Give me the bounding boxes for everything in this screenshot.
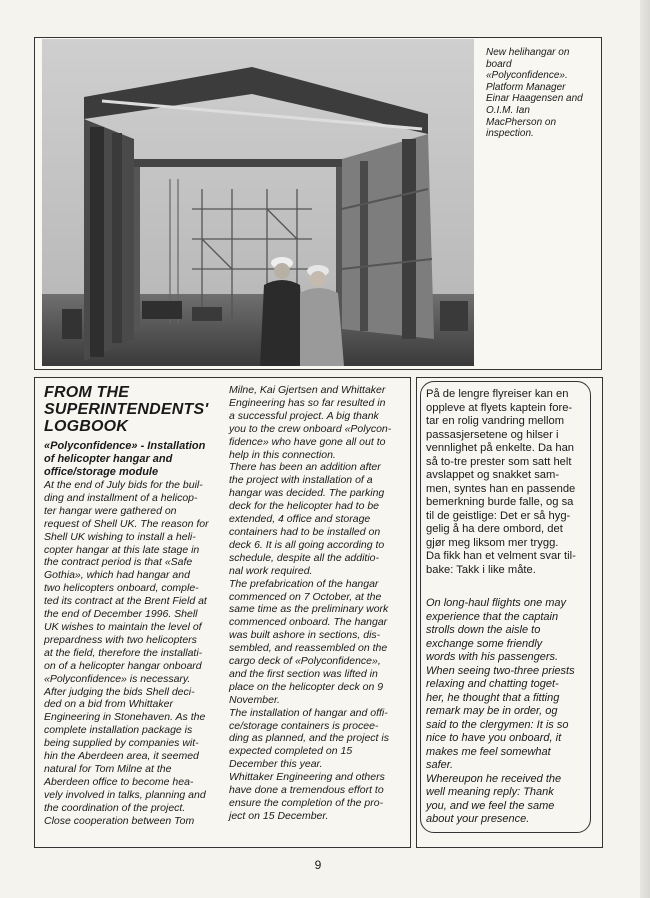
text-line: the coordination of the project. bbox=[44, 801, 186, 814]
text-line: vennlighet på enkelte. Da han bbox=[426, 442, 575, 454]
text-line: well meaning reply: Thank bbox=[426, 786, 554, 798]
caption-line: Platform Manager bbox=[486, 81, 566, 93]
photo-caption bbox=[486, 47, 594, 140]
text-line: ted its contract at the Brent Field at bbox=[44, 595, 207, 608]
text-line: and the first section was lifted in bbox=[229, 667, 378, 680]
text-line: expected completed on 15 bbox=[229, 745, 353, 758]
text-line: Milne, Kai Gjertsen and Whittaker bbox=[229, 384, 386, 396]
text-line: bemerkning burde falle, og sa bbox=[426, 496, 574, 508]
caption-line: MacPherson on bbox=[486, 116, 557, 128]
text-line: «Polyconfidence» is necessary. bbox=[44, 672, 191, 685]
anecdote-norwegian bbox=[426, 388, 586, 577]
text-line: ding as planned, and the project is bbox=[229, 732, 389, 745]
text-line: Da fikk han et velment svar til- bbox=[426, 550, 576, 562]
text-line: Shell UK wishing to install a heli- bbox=[44, 530, 196, 543]
text-line: said to the clergymen: It is so bbox=[426, 718, 569, 731]
text-line: ject on 15 December. bbox=[229, 809, 329, 822]
text-line: bake: Takk i like måte. bbox=[426, 563, 536, 576]
caption-line: board bbox=[486, 58, 512, 70]
text-line: December this year. bbox=[229, 758, 323, 771]
text-line: På de lengre flyreiser kan en bbox=[426, 388, 569, 400]
text-line: two helicopters onboard, comple- bbox=[44, 582, 199, 595]
text-line: remark may be in order, og bbox=[426, 705, 558, 717]
article-subheading bbox=[44, 440, 220, 479]
caption-line: «Polyconfidence». bbox=[486, 70, 568, 82]
text-line: extended, 4 office and storage bbox=[229, 513, 371, 526]
text-line: After judging the bids Shell deci- bbox=[44, 685, 195, 698]
text-line: the project with installation of a bbox=[229, 474, 373, 487]
text-line: tar en rolig vandring mellom bbox=[426, 415, 565, 427]
text-line: passasjersetene og hilser i bbox=[426, 428, 559, 441]
caption-line: New helihangar on bbox=[486, 47, 570, 58]
text-line: experience that the captain bbox=[426, 610, 559, 623]
text-line: ter hangar were gathered on bbox=[44, 504, 177, 517]
text-line: fidence» who have gone all out to bbox=[229, 435, 386, 448]
text-line: hin the Aberdeen area, it seemed bbox=[44, 750, 199, 763]
text-line: Aberdeen office to become hea- bbox=[44, 775, 194, 788]
text-line: The prefabrication of the hangar bbox=[229, 577, 379, 590]
text-line: When seeing two-three priests bbox=[426, 664, 575, 677]
text-line: November. bbox=[229, 693, 280, 706]
text-line: oppleve at flyets kaptein fore- bbox=[426, 401, 573, 414]
text-line: Close cooperation between Tom bbox=[44, 814, 195, 827]
text-line: at the field, therefore the installati- bbox=[44, 646, 203, 659]
text-line: vely involved in talks, planning and bbox=[44, 788, 206, 801]
text-line: copter hangar at this late stage in bbox=[44, 543, 200, 556]
caption-line: Einar Haagensen and bbox=[486, 93, 583, 105]
text-line: cargo deck of «Polyconfidence», bbox=[229, 655, 381, 668]
text-line: hangar was decided. The parking bbox=[229, 487, 385, 500]
anecdote-english bbox=[426, 597, 586, 827]
text-line: strolls down the aisle to bbox=[426, 624, 541, 636]
text-line: At the end of July bids for the buil- bbox=[44, 479, 203, 491]
page-edge bbox=[640, 0, 650, 898]
heading-line: LOGBOOK bbox=[44, 418, 129, 435]
text-line: nice to have you onboard, it bbox=[426, 732, 562, 744]
text-line: gjør meg liksom mer trygg. bbox=[426, 536, 559, 549]
subheading-line: office/storage module bbox=[44, 466, 159, 478]
text-line: commenced on 7 October, at the bbox=[229, 590, 382, 603]
text-line: deck 6. It is all going according to bbox=[229, 538, 385, 551]
text-line: The installation of hangar and offi- bbox=[229, 706, 388, 719]
heading-line: SUPERINTENDENTS' bbox=[44, 401, 209, 418]
text-line: til de geistlige: Det er så hyg- bbox=[426, 509, 571, 522]
text-line: the end of December 1996. Shell bbox=[44, 608, 198, 621]
text-line: commenced onboard. The hangar bbox=[229, 616, 388, 629]
text-line: makes me feel somewhat bbox=[426, 745, 551, 758]
subheading-line: «Polyconfidence» - Installation bbox=[44, 440, 206, 452]
text-line: you, and we feel the same bbox=[426, 799, 555, 812]
text-line: on of a helicopter hangar onboard bbox=[44, 659, 202, 672]
article-heading bbox=[44, 384, 220, 435]
text-line: relaxing and chatting toget- bbox=[426, 678, 559, 690]
text-line: men, syntes han en passende bbox=[426, 482, 576, 495]
text-line: exchange some friendly bbox=[426, 637, 543, 650]
text-line: being supplied by companies wit- bbox=[44, 737, 199, 750]
caption-line: O.I.M. Ian bbox=[486, 104, 530, 116]
text-line: On long-haul flights one may bbox=[426, 597, 567, 609]
helihangar-photo bbox=[42, 39, 474, 366]
text-line: sembled, and reassembled on the bbox=[229, 642, 388, 655]
text-line: ce/storage containers is procee- bbox=[229, 719, 379, 732]
text-line: schedule, despite all the additio- bbox=[229, 551, 380, 564]
text-line: containers had to be installed on bbox=[229, 525, 381, 538]
text-line: natural for Tom Milne at the bbox=[44, 762, 172, 775]
text-line: avslappet og snakket sam- bbox=[426, 469, 560, 481]
text-line: Whereupon he received the bbox=[426, 772, 562, 785]
text-line: about your presence. bbox=[426, 813, 530, 825]
text-line: prepardness with two helicopters bbox=[44, 633, 197, 646]
column-1-body bbox=[44, 479, 220, 827]
text-line: same time as the preliminary work bbox=[229, 603, 389, 616]
text-line: ded on a bid from Whittaker bbox=[44, 698, 173, 711]
text-line: Whittaker Engineering and others bbox=[229, 771, 385, 784]
text-line: was built ashore in sections, dis- bbox=[229, 629, 381, 642]
text-line: complete installation package is bbox=[44, 724, 193, 737]
text-line: gelig å ha dere ombord, det bbox=[426, 523, 563, 535]
page-number: 9 bbox=[314, 858, 322, 872]
text-line: place on the helicopter deck on 9 bbox=[229, 680, 384, 693]
article-column-1 bbox=[44, 384, 220, 827]
text-line: help in this connection. bbox=[229, 448, 336, 461]
text-line: a successful project. A big thank bbox=[229, 409, 379, 422]
text-line: deck for the helicopter had to be bbox=[229, 500, 380, 513]
article-column-2 bbox=[229, 384, 409, 823]
text-line: ding and installment of a helicop- bbox=[44, 491, 198, 504]
text-line: the contract period is that «Safe bbox=[44, 556, 193, 569]
text-line: words with his passengers. bbox=[426, 651, 559, 663]
subheading-line: of helicopter hangar and bbox=[44, 453, 173, 465]
caption-line: inspection. bbox=[486, 128, 534, 140]
text-line: nal work required. bbox=[229, 564, 313, 577]
text-line: her, he thought that a fitting bbox=[426, 691, 560, 704]
text-line: have done a tremendous effort to bbox=[229, 784, 384, 797]
text-line: safer. bbox=[426, 759, 454, 771]
text-line: Engineering in Stonehaven. As the bbox=[44, 711, 206, 724]
text-line: you to the crew onboard «Polycon- bbox=[229, 422, 392, 435]
text-line: Engineering has so far resulted in bbox=[229, 396, 386, 409]
text-line: UK wishes to maintain the level of bbox=[44, 620, 202, 633]
text-line: request of Shell UK. The reason for bbox=[44, 517, 209, 530]
heading-line: FROM THE bbox=[44, 384, 130, 401]
text-line: så to-tre prester som satt helt bbox=[426, 455, 572, 468]
text-line: There has been an addition after bbox=[229, 461, 381, 474]
text-line: ensure the completion of the pro- bbox=[229, 797, 384, 809]
text-line: Gothia», which had hangar and bbox=[44, 569, 190, 582]
